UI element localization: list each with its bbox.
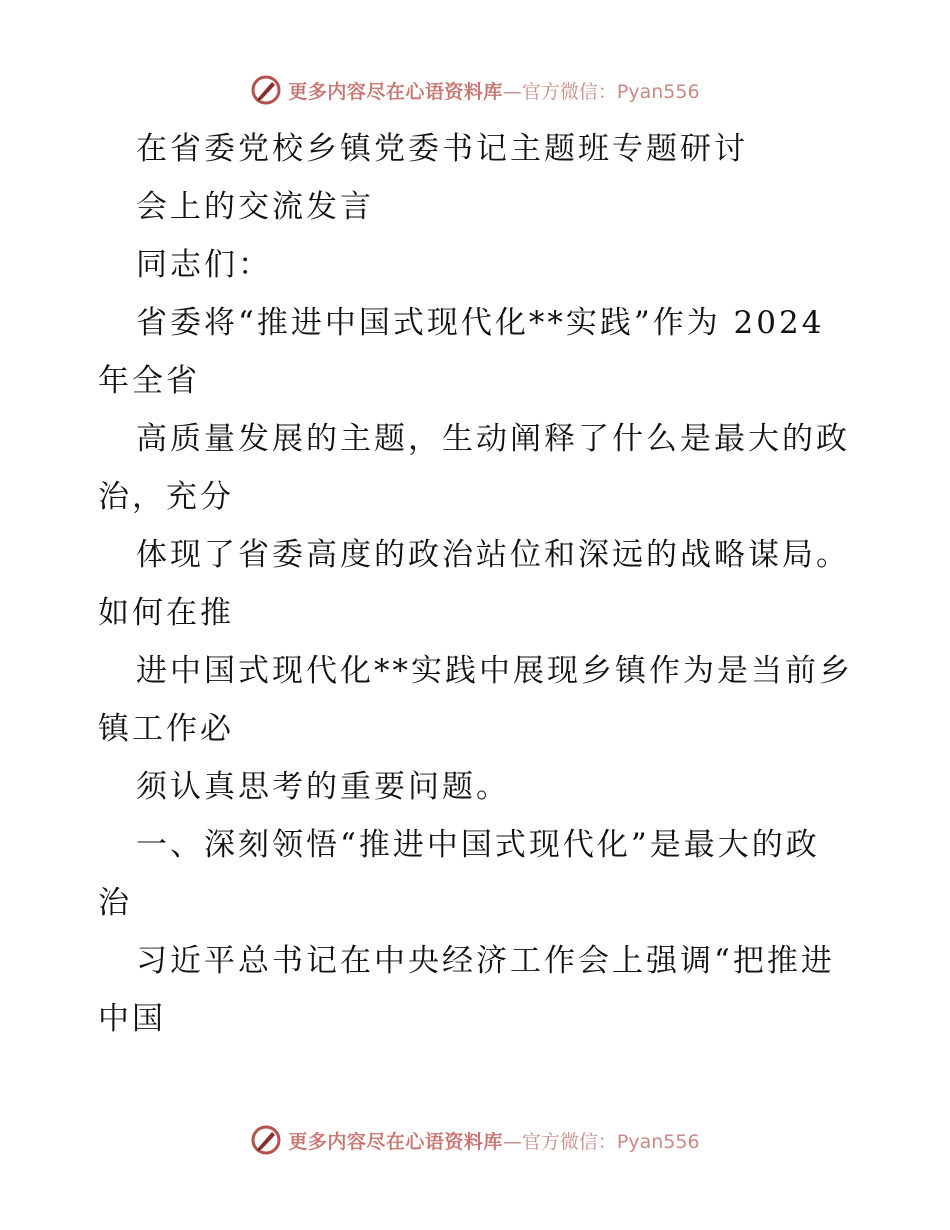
text-line: 一、深刻领悟“推进中国式现代化”是最大的政 (136, 827, 820, 863)
text-line: 镇工作必 (98, 711, 234, 747)
text-line: 年全省 (98, 363, 200, 399)
document-body (98, 120, 858, 1048)
quill-pen-logo-icon (250, 74, 282, 106)
footer-watermark (0, 1120, 950, 1160)
text-line: 同志们： (136, 247, 272, 283)
watermark-suffix: —官方微信：Pyan556 (502, 1130, 700, 1153)
text-line: 高质量发展的主题，生动阐释了什么是最大的政 (136, 421, 850, 457)
text-line: 中国 (98, 1001, 166, 1037)
header-watermark (0, 70, 950, 110)
text-line: 省委将“推进中国式现代化**实践”作为 2024 (136, 305, 825, 341)
watermark-suffix: —官方微信：Pyan556 (502, 80, 700, 103)
text-line: 会上的交流发言 (136, 189, 374, 225)
text-line: 治，充分 (98, 479, 234, 515)
text-line: 习近平总书记在中央经济工作会上强调“把推进 (136, 943, 835, 979)
text-line: 体现了省委高度的政治站位和深远的战略谋局。 (136, 537, 850, 573)
quill-pen-logo-icon (250, 1124, 282, 1156)
text-line: 进中国式现代化**实践中展现乡镇作为是当前乡 (136, 653, 853, 689)
text-line: 治 (98, 885, 132, 921)
watermark-prefix: 更多内容尽在心语资料库 (288, 80, 503, 103)
text-line: 在省委党校乡镇党委书记主题班专题研讨 (136, 131, 748, 167)
watermark-prefix: 更多内容尽在心语资料库 (288, 1130, 503, 1153)
text-line: 须认真思考的重要问题。 (136, 769, 510, 805)
text-line: 如何在推 (98, 595, 234, 631)
